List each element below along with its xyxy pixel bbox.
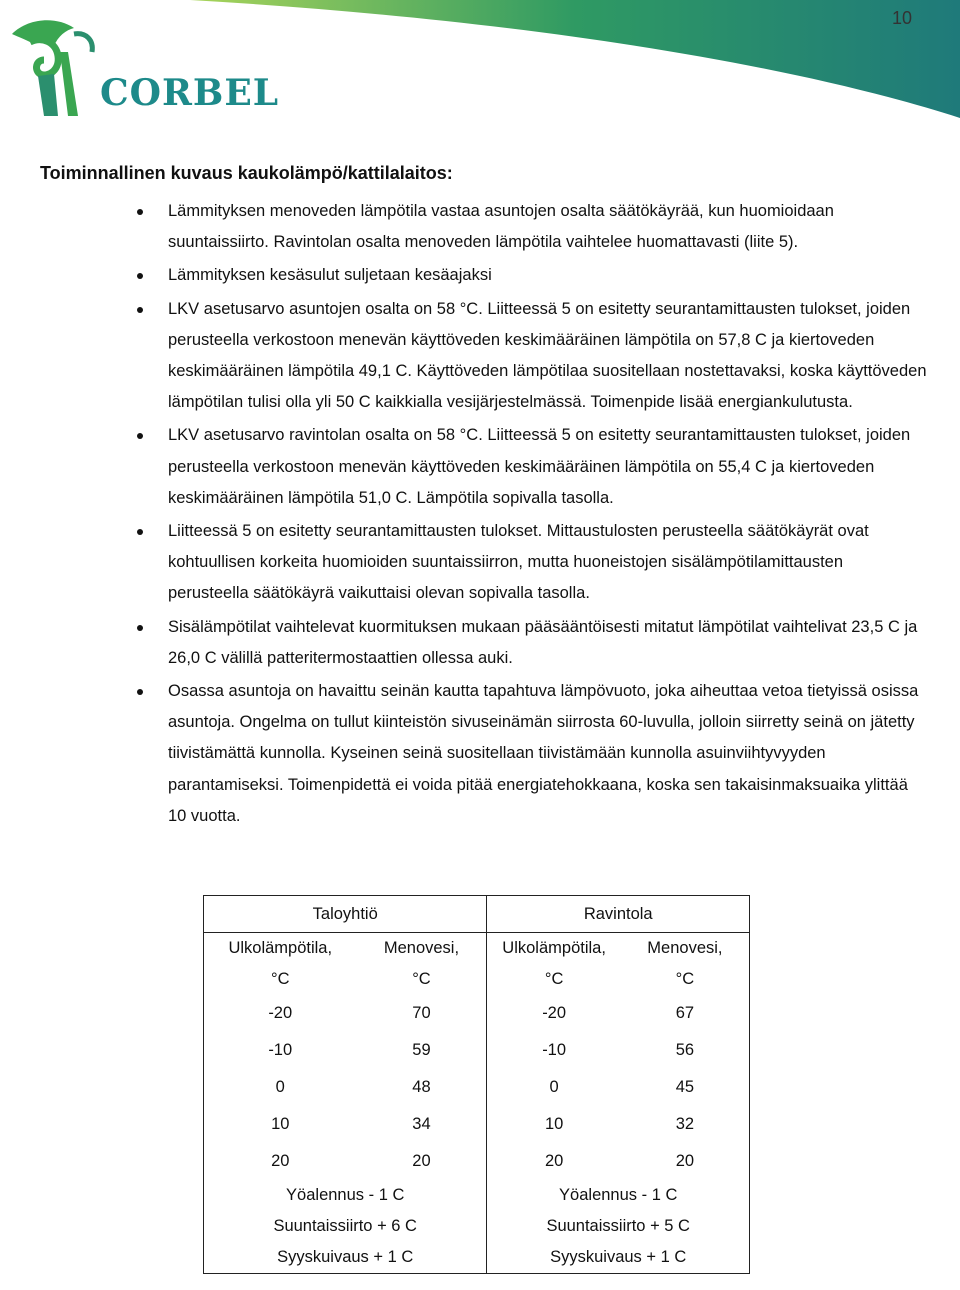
table-row: 0 45	[549, 1078, 695, 1096]
bullet-dot	[137, 529, 143, 535]
list-item: Lämmityksen menoveden lämpötila vastaa asuntojen osalta säätökäyrää, kun huomioidaan suuntaissiirto. Ravintolan osalta menoveden lämpötila vaihtelee huomattavasti (liite 5).	[137, 196, 927, 258]
section-title: Toiminnallinen kuvaus kaukolämpö/kattilalaitos:	[40, 163, 453, 183]
column-header: Menovesi, °C	[383, 939, 460, 988]
table-row: -10 56	[542, 1041, 695, 1059]
table-row: -20 70	[268, 1004, 431, 1022]
logo-text: CORBEL	[100, 72, 280, 114]
column-header: Ulkolämpötila, °C	[228, 939, 333, 988]
corbel-logo	[8, 12, 280, 122]
list-item: Sisälämpötilat vaihtelevat kuormituksen mukaan pääsääntöisesti mitatut lämpötilat vaihtelivat 23,5 C ja 26,0 C välillä patteritermostaattien ollessa auki.	[137, 612, 927, 674]
group-header-ravintola: Ravintola	[487, 896, 750, 933]
taloyhtio-body	[204, 933, 486, 1273]
bullet-list	[137, 196, 927, 832]
list-item: Liitteessä 5 on esitetty seurantamittausten tulokset. Mittaustulosten perusteella säätökäyrät ovat kohtuullisen korkeita huomioiden suuntaissiirron, mutta huoneistojen sisälämpötilamittausten perusteella säätökäyrä vaikuttaisi olevan sopivalla tasolla.	[137, 516, 927, 610]
column-header: Ulkolämpötila, °C	[502, 939, 606, 988]
bullet-dot	[137, 273, 143, 279]
bullet-dot	[137, 433, 143, 439]
table-row: 0 48	[275, 1078, 431, 1096]
table-row: 20 20	[544, 1152, 695, 1170]
heating-curve-table	[203, 895, 750, 1274]
taloyhtio-notes: Yöalennus - 1 C Suuntaissiirto + 6 C Syyskuivaus + 1 C	[273, 1186, 417, 1266]
bullet-dot	[137, 625, 143, 631]
column-header: Menovesi, °C	[647, 939, 723, 988]
page-number: 10	[891, 8, 912, 28]
list-item: LKV asetusarvo asuntojen osalta on 58 °C. Liitteessä 5 on esitetty seurantamittausten tulokset, joiden perusteella verkostoon menevän käyttöveden keskimääräinen lämpötila on 57,8 C ja kiertoveden keskimääräinen lämpötila 49,1 C. Käyttöveden lämpötilaa suositellaan nostettavaksi, koska käyttöveden lämpötilan tulisi olla yli 50 C kaikkialla vesijärjestelmässä. Toimenpide lisää energiankulutusta.	[137, 294, 927, 419]
ravintola-body	[487, 933, 749, 1273]
table-row: 10 32	[544, 1115, 695, 1133]
bullet-dot	[137, 689, 143, 695]
bullet-dot	[137, 209, 143, 215]
column-capital-icon	[8, 12, 104, 120]
list-item: Osassa asuntoja on havaittu seinän kautta tapahtuva lämpövuoto, joka aiheuttaa vetoa tietyissä osissa asuntoja. Ongelma on tullut kiinteistön sivuseinämän siirrosta 60-luvulla, jolloin siirretty seinä on jätetty tiivistämättä kunnolla. Kyseinen seinä suositellaan tiivistämään kunnolla asuinviihtyvyyden parantamiseksi. Toimenpidettä ei voida pitää energiatehokkaana, koska sen takaisinmaksuaika ylittää 10 vuotta.	[137, 676, 927, 832]
table-row: 20 20	[271, 1152, 431, 1170]
table-row: 10 34	[271, 1115, 431, 1133]
group-header-taloyhtio: Taloyhtiö	[204, 896, 487, 933]
list-item: LKV asetusarvo ravintolan osalta on 58 °C. Liitteessä 5 on esitetty seurantamittausten tulokset, joiden perusteella verkostoon menevän käyttöveden keskimääräinen lämpötila on 55,4 C ja kiertoveden keskimääräinen lämpötila 51,0 C. Lämpötila sopivalla tasolla.	[137, 420, 927, 514]
ravintola-notes: Yöalennus - 1 C Suuntaissiirto + 5 C Syyskuivaus + 1 C	[546, 1186, 690, 1266]
table-row: -20 67	[542, 1004, 695, 1022]
bullet-dot	[137, 307, 143, 313]
table-row: -10 59	[268, 1041, 431, 1059]
list-item: Lämmityksen kesäsulut suljetaan kesäajaksi	[137, 260, 927, 291]
